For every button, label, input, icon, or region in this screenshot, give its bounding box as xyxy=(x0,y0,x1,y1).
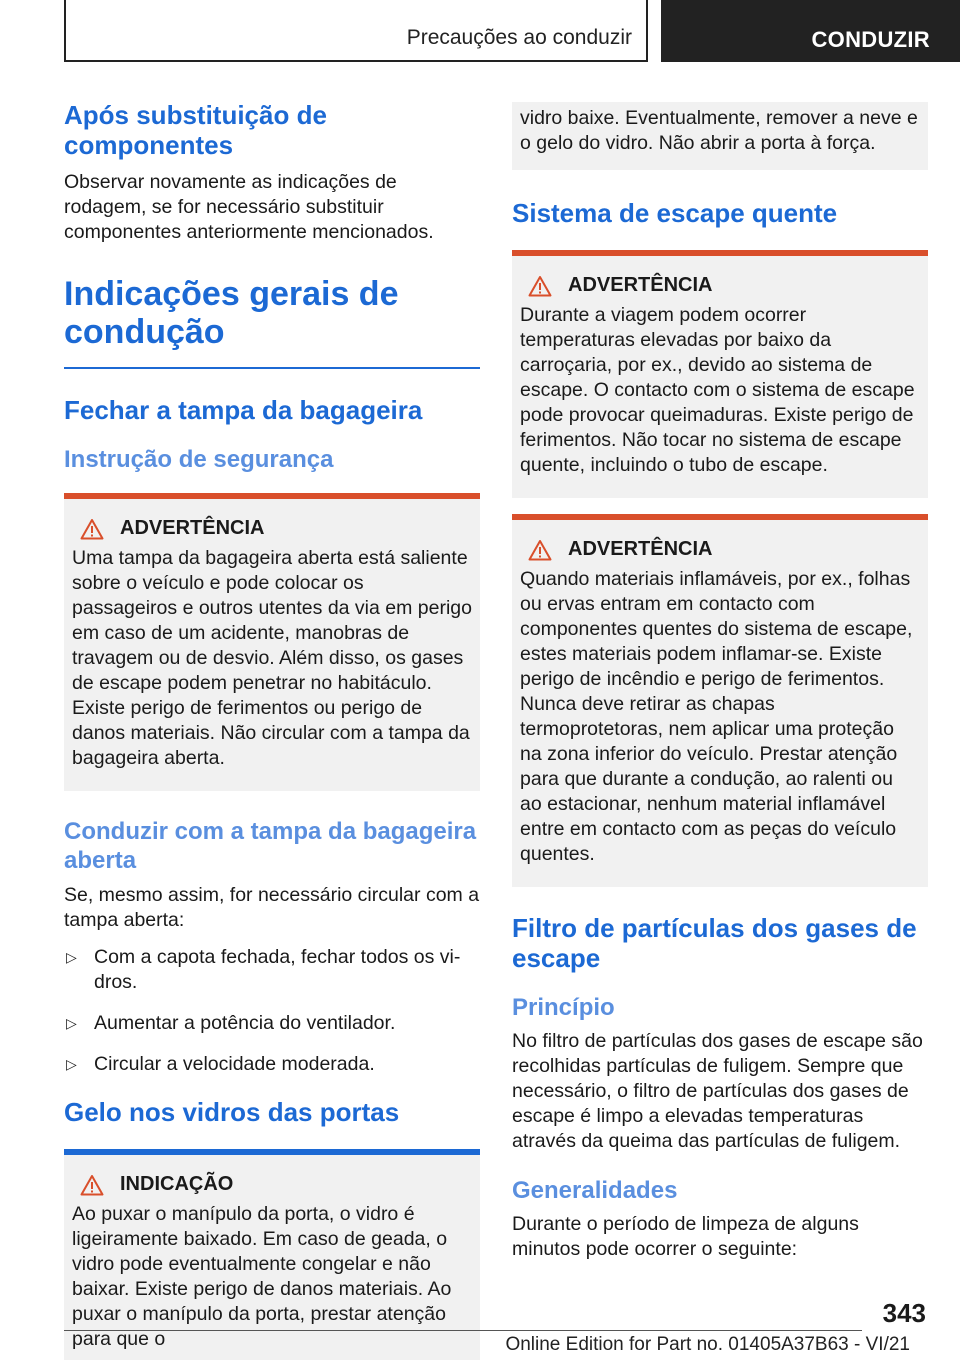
exhaust-warning-text-2: Quando materiais inflamáveis, por ex., folhas ou ervas entram em contacto com componentes quentes do sistema de escape, estes materiais podem inflamar-se. Existe perigo de incêndio e perigo de ferimentos. Nunca deve retirar as chapas termoprotetoras, nem aplicar uma proteção na zona inferior do veículo. Prestar atenção para que durante a condução, ao ralenti ou ao estacionar, nenhum material inflamável entre em contacto com as peças do veículo quentes. xyxy=(520,568,913,865)
ice-heading: Gelo nos vidros das portas xyxy=(64,1097,400,1127)
open-trunk-heading: Conduzir com a tampa da bagageira aberta xyxy=(64,818,477,874)
left-column xyxy=(64,100,480,1360)
principle-subheading: Princípio xyxy=(512,994,615,1021)
warning-triangle-icon xyxy=(80,518,104,540)
ice-note-header xyxy=(72,1173,472,1196)
trunk-warning-text: Uma tampa da bagageira aberta está saliente sobre o veículo e pode colocar os passageiros e outros utentes da via em perigo em caso de um acidente, manobras de travagem ou de desvio. Além disso, os gases de escape podem penetrar no habitáculo. Existe perigo de ferimentos ou perigo de danos materiais. Não circular com a tampa da bagageira aberta. xyxy=(72,547,472,769)
header-section-box xyxy=(64,0,648,62)
warning-triangle-icon xyxy=(528,275,552,297)
open-trunk-list xyxy=(64,945,480,1077)
open-trunk-text: Se, mesmo assim, for necessário circular com a tampa aberta: xyxy=(64,884,480,931)
list-item: ▷ Aumentar a potência do ventilador. xyxy=(66,1012,396,1034)
ice-note-continuation xyxy=(512,102,928,170)
exhaust-warning-box-2 xyxy=(512,514,928,887)
trunk-warning-header xyxy=(72,517,472,540)
list-item: ▷ Circular a velocidade moderada. xyxy=(66,1053,375,1075)
page-number: 343 xyxy=(882,1298,926,1328)
ice-note-continued-text: vidro baixe. Eventualmente, remover a neve e o gelo do vidro. Não abrir a porta à força. xyxy=(520,107,918,154)
ice-note-box xyxy=(64,1149,480,1360)
warning-triangle-icon xyxy=(80,1174,104,1196)
general-subheading: Generalidades xyxy=(512,1177,678,1204)
chapter-heading-block xyxy=(64,275,480,369)
footer-divider xyxy=(64,1330,862,1331)
after-replace-heading: Após substituição de componentes xyxy=(64,100,327,160)
trunk-heading: Fechar a tampa da bagageira xyxy=(64,395,423,425)
triangle-bullet-icon: ▷ xyxy=(66,949,77,965)
exhaust-warning-label-2: ADVERTÊNCIA xyxy=(568,538,713,560)
chapter-title: Indicações gerais de condução xyxy=(64,275,399,351)
warning-triangle-icon xyxy=(528,539,552,561)
exhaust-heading: Sistema de escape quente xyxy=(512,198,838,228)
exhaust-warning-box-1 xyxy=(512,250,928,498)
filter-heading: Filtro de partículas dos gases de escape xyxy=(512,913,917,973)
right-column xyxy=(512,102,928,1262)
trunk-warning-label: ADVERTÊNCIA xyxy=(120,517,265,539)
ice-note-label: INDICAÇÃO xyxy=(120,1173,234,1195)
footer-edition: Online Edition for Part no. 01405A37B63 - VI/21 xyxy=(505,1334,910,1355)
triangle-bullet-icon: ▷ xyxy=(66,1056,77,1072)
header-chapter-title: CONDUZIR xyxy=(811,27,930,52)
exhaust-warning-label-1: ADVERTÊNCIA xyxy=(568,274,713,296)
list-item: ▷ Com a capota fechada, fechar todos os vidros. xyxy=(66,946,461,993)
trunk-warning-box xyxy=(64,493,480,791)
exhaust-warning-header-2 xyxy=(520,538,920,561)
exhaust-warning-header-1 xyxy=(520,274,920,297)
triangle-bullet-icon: ▷ xyxy=(66,1015,77,1031)
safety-subheading: Instrução de segurança xyxy=(64,446,334,473)
after-replace-text: Observar novamente as indicações de rodagem, se for necessário substituir componentes anteriormente mencionados. xyxy=(64,171,434,243)
general-text: Durante o período de limpeza de alguns minutos pode ocorrer o seguinte: xyxy=(512,1213,859,1260)
header-section-title: Precauções ao conduzir xyxy=(406,26,632,49)
ice-note-text: Ao puxar o manípulo da porta, o vidro é ligeiramente baixado. Em caso de geada, o vidro pode eventualmente congelar e não baixar. Existe perigo de danos materiais. Ao puxar o manípulo da porta, prestar atenção para que o xyxy=(72,1203,452,1350)
exhaust-warning-text-1: Durante a viagem podem ocorrer temperaturas elevadas por baixo da carroçaria, por ex., devido ao sistema de escape. O contacto com o sistema de escape pode provocar queimaduras. Existe perigo de ferimentos. Não tocar no sistema de escape quente, incluindo o tubo de escape. xyxy=(520,304,915,476)
principle-text: No filtro de partículas dos gases de escape são recolhidas partículas de fuligem. Sempre que necessário, o filtro de partículas dos gases de escape é limpo a elevadas temperaturas através da queima das partículas de fuligem. xyxy=(512,1030,923,1152)
header-chapter-box xyxy=(661,0,960,62)
